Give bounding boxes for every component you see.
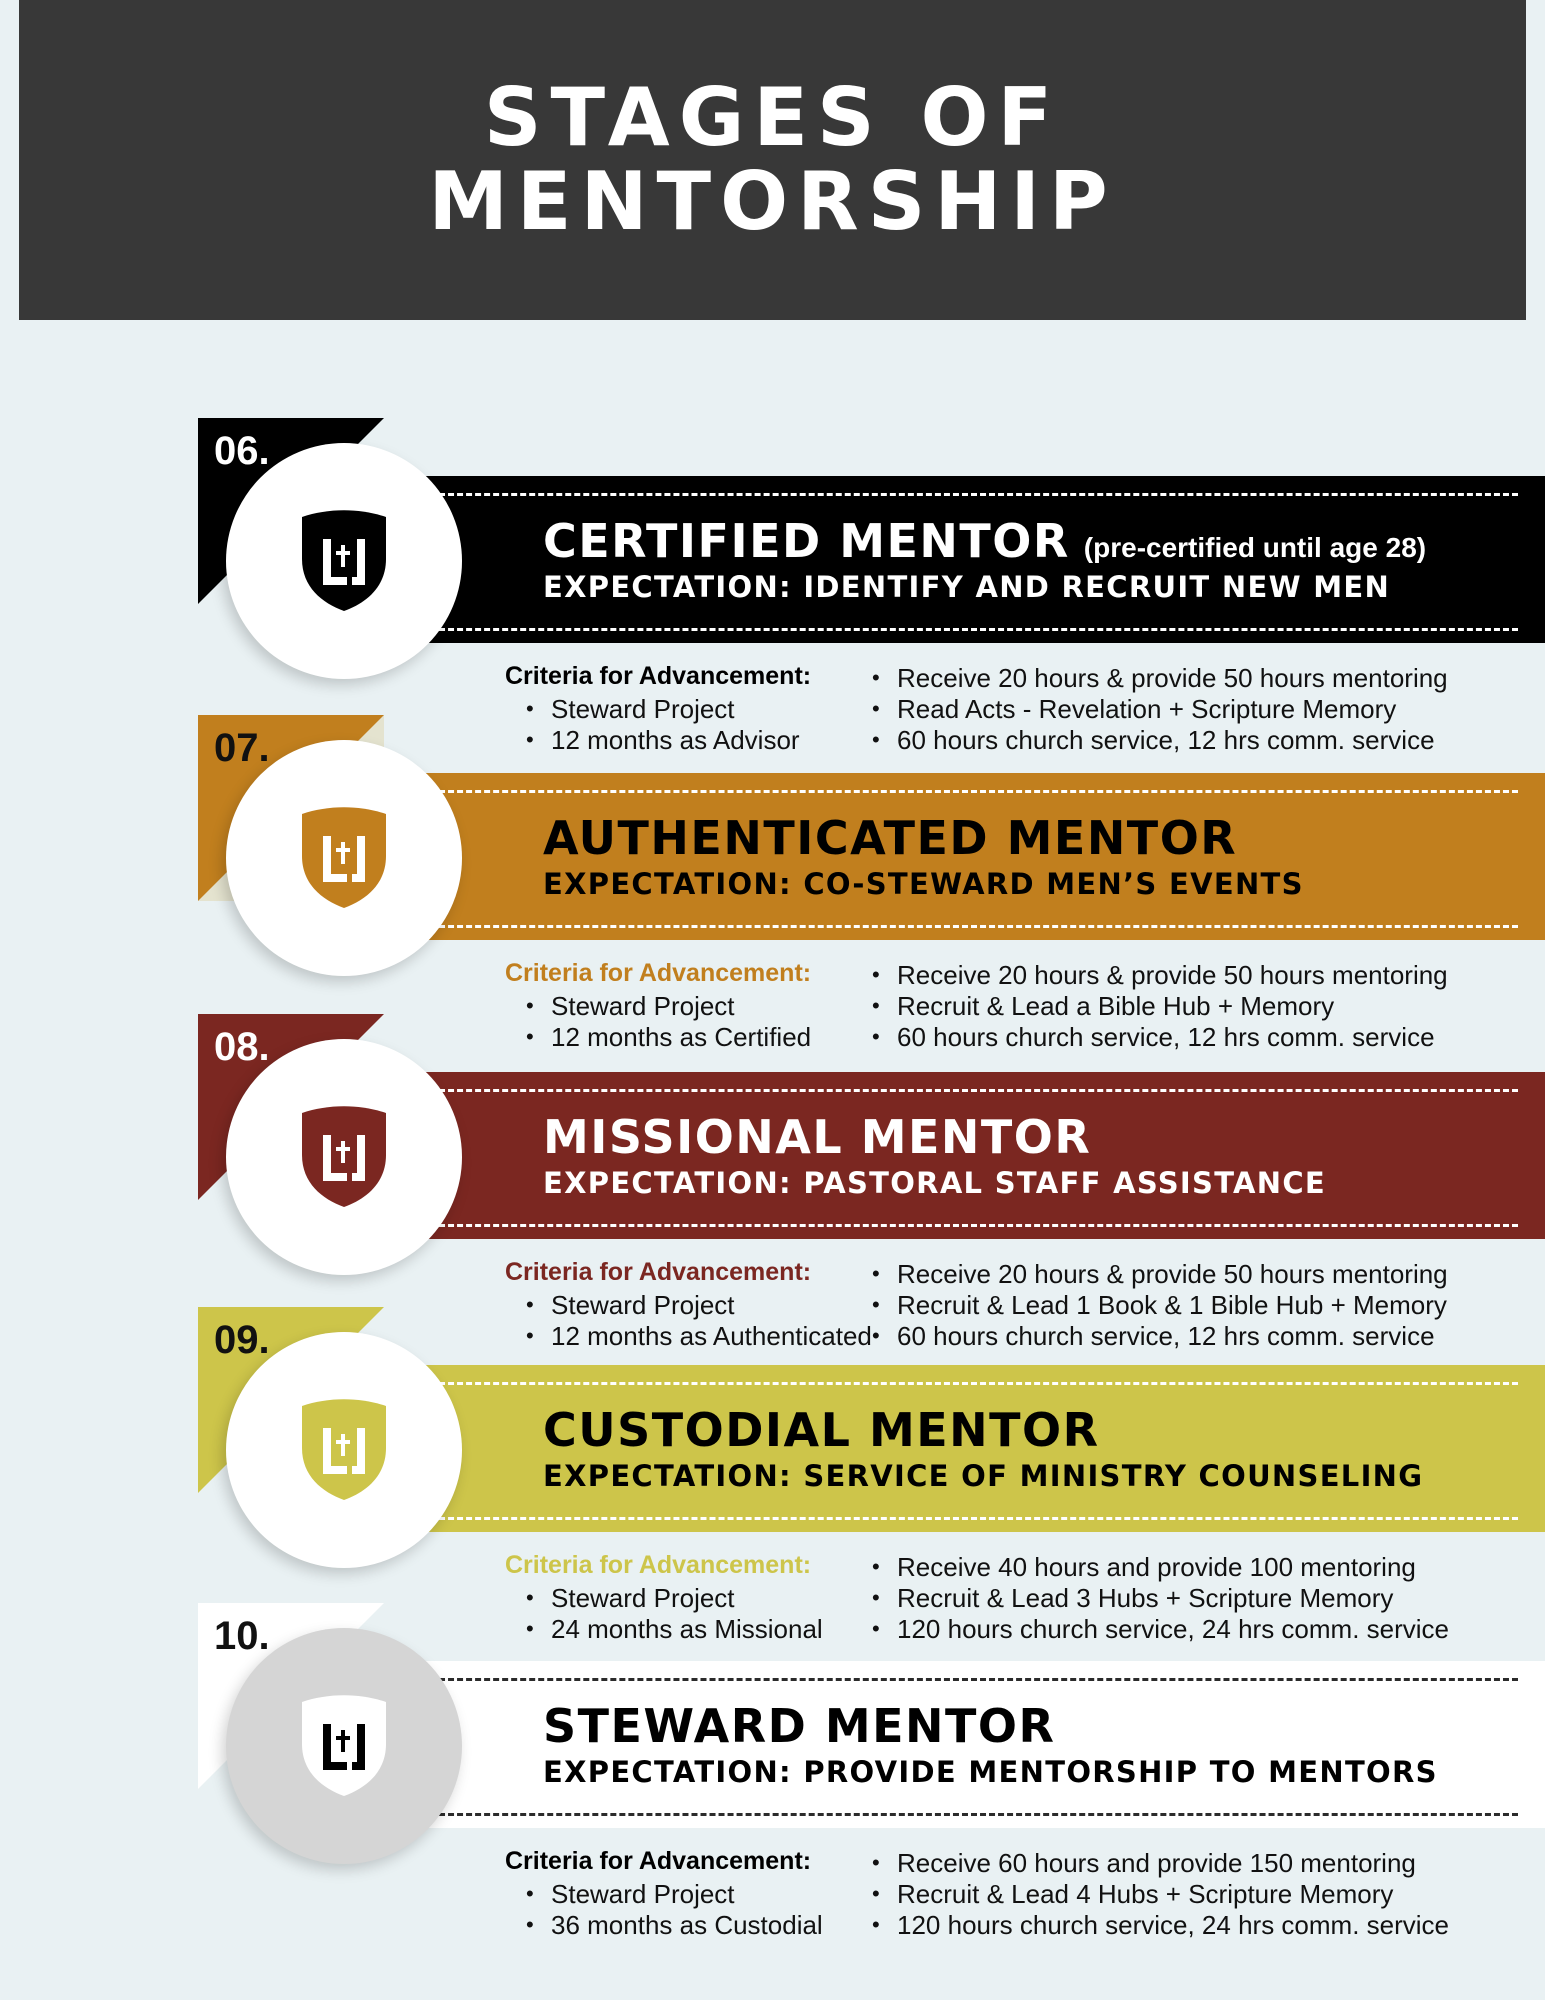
band-divider-top <box>430 1678 1518 1681</box>
criteria-right-item: • 60 hours church service, 12 hrs comm. service <box>868 1321 1448 1352</box>
criteria-left-list <box>522 694 800 756</box>
stage-number: 08. <box>214 1025 270 1069</box>
criteria-right-item: • 60 hours church service, 12 hrs comm. service <box>868 1022 1448 1053</box>
band-divider-top <box>430 493 1518 496</box>
stage-title <box>543 811 1237 865</box>
criteria-left-list <box>522 1583 823 1645</box>
criteria-left-list <box>522 1290 872 1352</box>
criteria-right-list <box>868 1552 1449 1645</box>
criteria-right-item: • Receive 60 hours and provide 150 mentoring <box>868 1848 1449 1879</box>
stage-number: 09. <box>214 1318 270 1362</box>
criteria-left-item: • Steward Project <box>522 1290 872 1321</box>
criteria-left-item: • 12 months as Advisor <box>522 725 800 756</box>
stage-number: 07. <box>214 726 270 770</box>
criteria-left-list <box>522 991 811 1053</box>
criteria-right-list <box>868 663 1448 756</box>
stage-title-text: STEWARD MENTOR <box>543 1699 1056 1753</box>
criteria-right-item: • Receive 40 hours and provide 100 mentoring <box>868 1552 1449 1583</box>
page-title-line-1: STAGES OF <box>483 71 1062 164</box>
stage-expectation: EXPECTATION: CO-STEWARD MEN’S EVENTS <box>543 867 1304 901</box>
criteria-right-item: • Receive 20 hours & provide 50 hours mentoring <box>868 663 1448 694</box>
criteria-right-item: • 120 hours church service, 24 hrs comm. service <box>868 1910 1449 1941</box>
criteria-right-list <box>868 1848 1449 1941</box>
shield-cross-icon <box>298 1398 390 1502</box>
stage-title-note: (pre-certified until age 28) <box>1083 532 1427 563</box>
stage-title-text: MISSIONAL MENTOR <box>543 1110 1092 1164</box>
criteria-right-item: • Recruit & Lead 4 Hubs + Scripture Memory <box>868 1879 1449 1910</box>
stage-badge <box>226 740 462 976</box>
stage-expectation: EXPECTATION: PASTORAL STAFF ASSISTANCE <box>543 1166 1327 1200</box>
criteria-label: Criteria for Advancement: <box>505 959 812 987</box>
criteria-left-item: • Steward Project <box>522 694 800 725</box>
shield-cross-icon <box>298 1694 390 1798</box>
band-divider-top <box>430 1089 1518 1092</box>
criteria-right-item: • Recruit & Lead a Bible Hub + Memory <box>868 991 1448 1022</box>
criteria-left-list <box>522 1879 823 1941</box>
page-title-line-2: MENTORSHIP <box>428 155 1117 248</box>
stage-title <box>543 514 1426 575</box>
band-divider-bottom <box>430 1224 1518 1227</box>
stage-expectation: EXPECTATION: SERVICE OF MINISTRY COUNSELING <box>543 1459 1424 1493</box>
stage-badge <box>226 443 462 679</box>
criteria-right-item: • 60 hours church service, 12 hrs comm. service <box>868 725 1448 756</box>
criteria-right-list <box>868 1259 1448 1352</box>
criteria-right-item: • Recruit & Lead 1 Book & 1 Bible Hub + Memory <box>868 1290 1448 1321</box>
criteria-right-item: • Receive 20 hours & provide 50 hours mentoring <box>868 960 1448 991</box>
band-divider-bottom <box>430 925 1518 928</box>
criteria-right-item: • 120 hours church service, 24 hrs comm. service <box>868 1614 1449 1645</box>
criteria-right-list <box>868 960 1448 1053</box>
band-divider-bottom <box>430 1517 1518 1520</box>
stage-badge <box>226 1628 462 1864</box>
stage-expectation: EXPECTATION: IDENTIFY AND RECRUIT NEW MEN <box>543 570 1391 604</box>
stage-number: 10. <box>214 1614 270 1658</box>
stage-expectation: EXPECTATION: PROVIDE MENTORSHIP TO MENTORS <box>543 1755 1438 1789</box>
criteria-left-item: • Steward Project <box>522 991 811 1022</box>
criteria-right-item: • Recruit & Lead 3 Hubs + Scripture Memory <box>868 1583 1449 1614</box>
criteria-left-item: • 36 months as Custodial <box>522 1910 823 1941</box>
stage-title-text: CERTIFIED MENTOR <box>543 514 1070 568</box>
band-divider-bottom <box>430 1813 1518 1816</box>
criteria-left-item: • 12 months as Certified <box>522 1022 811 1053</box>
criteria-left-item: • Steward Project <box>522 1879 823 1910</box>
criteria-right-item: • Read Acts - Revelation + Scripture Memory <box>868 694 1448 725</box>
shield-cross-icon <box>298 1105 390 1209</box>
stage-title <box>543 1110 1091 1164</box>
stage-title-text: AUTHENTICATED MENTOR <box>543 811 1238 865</box>
page-header <box>19 0 1526 320</box>
criteria-label: Criteria for Advancement: <box>505 1258 812 1286</box>
criteria-right-item: • Receive 20 hours & provide 50 hours mentoring <box>868 1259 1448 1290</box>
criteria-left-item: • 24 months as Missional <box>522 1614 823 1645</box>
band-divider-bottom <box>430 628 1518 631</box>
stage-number: 06. <box>214 429 270 473</box>
criteria-label: Criteria for Advancement: <box>505 1847 812 1875</box>
criteria-left-item: • 12 months as Authenticated <box>522 1321 872 1352</box>
band-divider-top <box>430 790 1518 793</box>
stage-title-text: CUSTODIAL MENTOR <box>543 1403 1100 1457</box>
stage-title <box>543 1699 1055 1753</box>
stage-title <box>543 1403 1100 1457</box>
criteria-left-item: • Steward Project <box>522 1583 823 1614</box>
shield-cross-icon <box>298 806 390 910</box>
stage-badge <box>226 1039 462 1275</box>
criteria-label: Criteria for Advancement: <box>505 1551 812 1579</box>
shield-cross-icon <box>298 509 390 613</box>
stage-badge <box>226 1332 462 1568</box>
criteria-label: Criteria for Advancement: <box>505 662 812 690</box>
band-divider-top <box>430 1382 1518 1385</box>
